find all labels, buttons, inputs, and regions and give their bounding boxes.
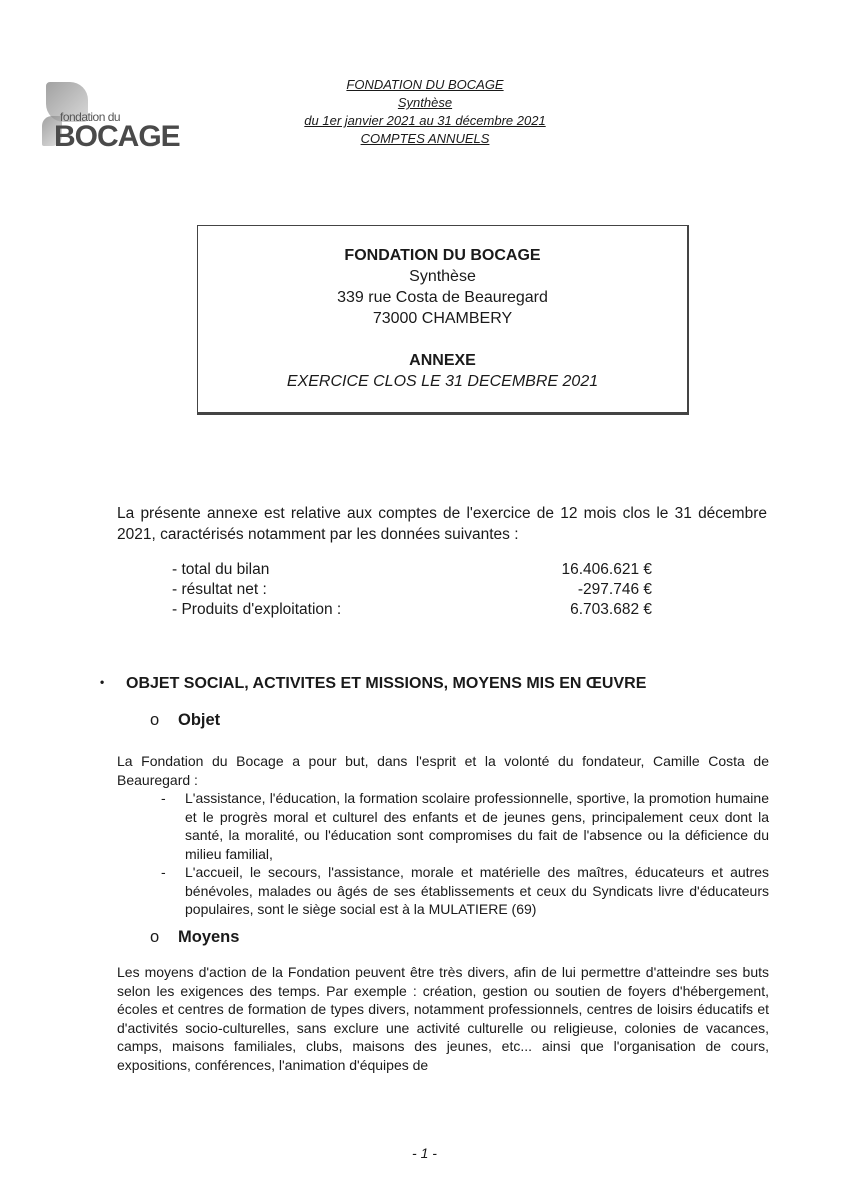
list-item: - L'accueil, le secours, l'assistance, morale et matérielle des maîtres, éducateurs et autres bénévoles, malades ou âgés de ses établissements et ceux du Syndicats livre d'éducateurs populaires, sont le siège social est à la MULATIERE (69) xyxy=(117,863,769,919)
figure-row xyxy=(172,560,652,580)
title-box xyxy=(197,225,689,415)
section-heading xyxy=(100,675,646,693)
subsection-moyens xyxy=(150,928,239,947)
header-line-2: Synthèse xyxy=(397,95,453,110)
section-title: OBJET SOCIAL, ACTIVITES ET MISSIONS, MOYENS MIS EN ŒUVRE xyxy=(126,675,647,692)
header-line-1: FONDATION DU BOCAGE xyxy=(346,77,504,92)
subsection-objet xyxy=(150,711,220,730)
figure-label: - total du bilan xyxy=(172,561,270,578)
header-line-4: COMPTES ANNUELS xyxy=(360,131,490,146)
bullet-icon: • xyxy=(100,675,105,689)
objet-intro: La Fondation du Bocage a pour but, dans l'esprit et la volonté du fondateur, Camille Costa de Beauregard : xyxy=(117,753,769,788)
figure-row xyxy=(172,580,652,600)
key-figures xyxy=(172,560,652,620)
box-annex: ANNEXE xyxy=(409,352,476,369)
box-org: FONDATION DU BOCAGE xyxy=(344,247,541,264)
box-city: 73000 CHAMBERY xyxy=(372,310,513,327)
intro-paragraph: La présente annexe est relative aux comptes de l'exercice de 12 mois clos le 31 décembre 2021, caractérisés notamment par les données suivantes : xyxy=(117,505,767,543)
page-number: - 1 - xyxy=(412,1145,437,1161)
figure-value: -297.746 € xyxy=(577,581,652,598)
moyens-paragraph: Les moyens d'action de la Fondation peuvent être très divers, afin de lui permettre d'atteindre ses buts selon les exigences des temps. Par exemple : création, gestion ou soutien de foyers d'hébergement, écoles et centres de formation de types divers, notamment professionnels, centres de loisirs éducatifs et d'activités socio-culturelles, sans exclure une activité culturelle ou religieuse, colonies de vacances, camps, maisons familiales, clubs, maisons des jeunes, etc... ainsi que l'organisation de cours, expositions, conférences, l'animation d'équipes de xyxy=(117,964,769,1073)
figure-label: - Produits d'exploitation : xyxy=(172,601,342,618)
subsection-title: Moyens xyxy=(178,928,240,946)
objet-body xyxy=(117,752,769,919)
logo-small-text: fondation du xyxy=(60,110,121,124)
objet-list xyxy=(117,789,769,919)
subsection-title: Objet xyxy=(178,711,221,729)
foundation-logo xyxy=(38,80,203,160)
figure-value: 16.406.621 € xyxy=(561,561,652,578)
circle-bullet-icon: o xyxy=(150,928,160,946)
logo-big-text: BOCAGE xyxy=(54,120,180,153)
box-street: 339 rue Costa de Beauregard xyxy=(337,289,548,306)
header-line-3: du 1er janvier 2021 au 31 décembre 2021 xyxy=(304,113,546,128)
box-exercise: EXERCICE CLOS LE 31 DECEMBRE 2021 xyxy=(286,373,599,390)
document-header xyxy=(240,76,610,148)
figure-row xyxy=(172,600,652,620)
figure-label: - résultat net : xyxy=(172,581,267,598)
box-sub: Synthèse xyxy=(409,268,476,285)
circle-bullet-icon: o xyxy=(150,711,160,729)
list-item: - L'assistance, l'éducation, la formation scolaire professionnelle, sportive, la promotion humaine et le progrès moral et culturel des enfants et de jeunes gens, principalement ceux dont la santé, la moralité, ou l'éducation sont compromises du fait de l'absence ou la déficience du milieu familial, xyxy=(117,789,769,863)
figure-value: 6.703.682 € xyxy=(570,601,652,618)
